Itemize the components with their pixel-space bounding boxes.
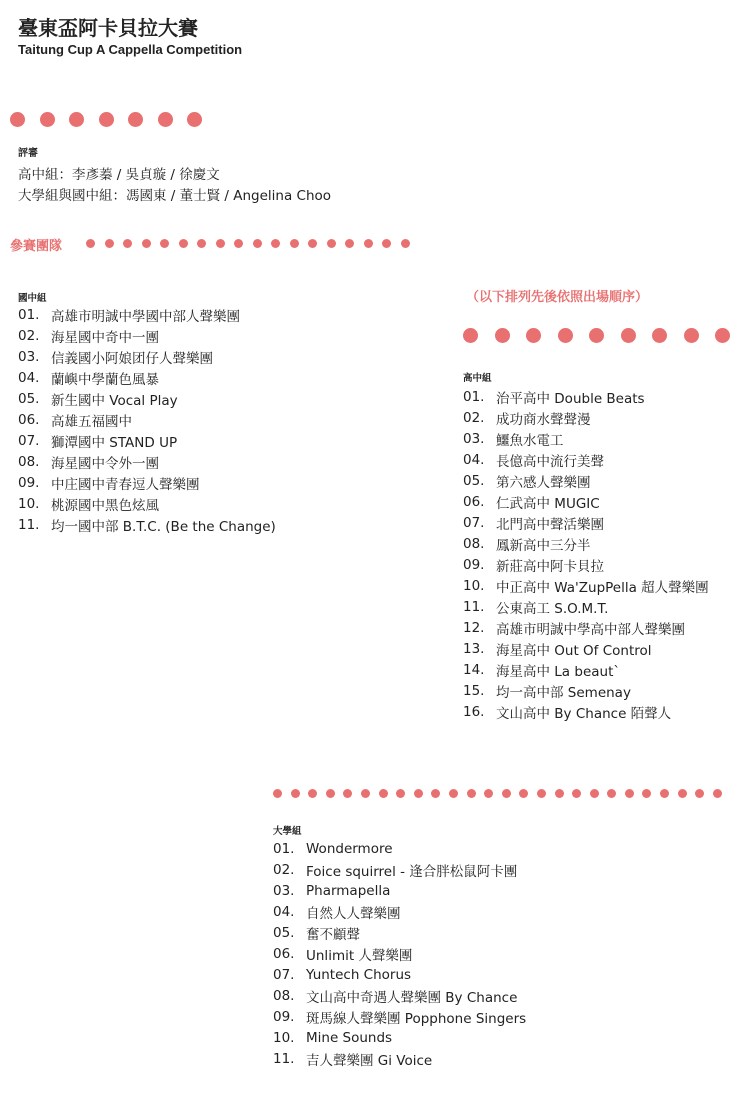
divider-dot [271, 239, 280, 248]
team-item [18, 346, 276, 367]
divider-dot [558, 328, 573, 343]
divider-dot [660, 789, 669, 798]
team-item [273, 1006, 526, 1027]
team-item [18, 304, 276, 325]
team-item [463, 491, 709, 512]
divider-dot [713, 789, 722, 798]
page-title: 臺東盃阿卡貝拉大賽 [18, 16, 198, 40]
team-number: 02. [463, 409, 485, 426]
judges-names: 馮國東 / 董士賢 / Angelina Choo [126, 188, 332, 204]
team-name: 均一高中部 Semenay [496, 684, 631, 701]
divider-dot [414, 789, 423, 798]
divider-dot [463, 328, 478, 343]
team-number: 13. [463, 640, 485, 657]
team-number: 02. [273, 861, 295, 878]
team-name: 鱷魚水電工 [496, 432, 564, 449]
divider-dot [308, 789, 317, 798]
judges-names: 李彥蓁 / 吳貞璇 / 徐慶文 [72, 167, 220, 183]
team-name: 仁武高中 MUGIC [496, 495, 600, 512]
team-name: 文山高中奇遇人聲樂團 By Chance [306, 989, 518, 1006]
team-name: Mine Sounds [306, 1029, 393, 1046]
team-name: 治平高中 Double Beats [496, 390, 645, 407]
team-item [273, 985, 526, 1006]
team-item [273, 1027, 526, 1048]
divider-dot [123, 239, 132, 248]
team-name: Yuntech Chorus [306, 966, 412, 983]
team-number: 06. [18, 411, 40, 428]
team-number: 11. [463, 598, 485, 615]
team-name: 長億高中流行美聲 [496, 453, 604, 470]
junior-high-heading: 國中組 [18, 293, 47, 304]
team-name: 新莊高中阿卡貝拉 [496, 558, 604, 575]
team-item [18, 325, 276, 346]
team-number: 04. [18, 369, 40, 386]
team-name: 高雄市明誠中學國中部人聲樂團 [51, 308, 240, 325]
team-item [463, 701, 709, 722]
judges-line-university [18, 184, 331, 204]
dot-divider-university [273, 789, 722, 798]
team-name: 奮不顧聲 [306, 926, 360, 943]
team-number: 03. [18, 348, 40, 365]
divider-dot [555, 789, 564, 798]
team-number: 08. [18, 453, 40, 470]
team-number: 03. [273, 882, 295, 899]
divider-dot [99, 112, 114, 127]
team-number: 01. [273, 840, 295, 857]
team-item [273, 922, 526, 943]
team-name: 成功商水聲聲漫 [496, 411, 591, 428]
divider-dot [361, 789, 370, 798]
judges-line-high-school [18, 163, 220, 183]
team-item [463, 512, 709, 533]
team-item [463, 596, 709, 617]
team-name: 文山高中 By Chance 陌聲人 [496, 705, 672, 722]
team-item [18, 409, 276, 430]
divider-dot [158, 112, 173, 127]
teams-heading: 參賽團隊 [10, 239, 63, 254]
divider-dot [273, 789, 282, 798]
team-name: 海星國中奇中一團 [51, 329, 159, 346]
divider-dot [537, 789, 546, 798]
divider-dot [678, 789, 687, 798]
team-number: 11. [18, 516, 40, 533]
team-number: 16. [463, 703, 485, 720]
divider-dot [684, 328, 699, 343]
team-name: Unlimit 人聲樂團 [306, 947, 413, 964]
divider-dot [326, 789, 335, 798]
team-item [463, 533, 709, 554]
team-item [463, 449, 709, 470]
team-number: 10. [463, 577, 485, 594]
divider-dot [86, 239, 95, 248]
divider-dot [449, 789, 458, 798]
divider-dot [495, 328, 510, 343]
team-item [273, 880, 526, 901]
team-name: Pharmapella [306, 882, 391, 899]
team-name: 自然人人聲樂團 [306, 905, 401, 922]
team-item [273, 901, 526, 922]
divider-dot [345, 239, 354, 248]
team-item [273, 943, 526, 964]
team-number: 10. [18, 495, 40, 512]
team-item [463, 617, 709, 638]
judges-heading: 評審 [18, 148, 38, 159]
dot-divider-top [10, 112, 202, 127]
team-name: 中庄國中青春逗人聲樂團 [51, 476, 200, 493]
team-item [463, 407, 709, 428]
team-name: 斑馬線人聲樂團 Popphone Singers [306, 1010, 527, 1027]
team-name: 海星高中 La beaut` [496, 663, 621, 680]
team-item [463, 638, 709, 659]
divider-dot [364, 239, 373, 248]
divider-dot [401, 239, 410, 248]
divider-dot [396, 789, 405, 798]
team-number: 11. [273, 1050, 295, 1067]
university-list [273, 838, 526, 1069]
order-note: （以下排列先後依照出場順序） [466, 290, 649, 305]
divider-dot [187, 112, 202, 127]
divider-dot [10, 112, 25, 127]
divider-dot [216, 239, 225, 248]
divider-dot [589, 328, 604, 343]
team-item [18, 451, 276, 472]
team-number: 01. [463, 388, 485, 405]
team-name: 獅潭國中 STAND UP [51, 434, 178, 451]
team-item [18, 472, 276, 493]
team-item [18, 430, 276, 451]
divider-dot [621, 328, 636, 343]
team-item [463, 680, 709, 701]
team-number: 14. [463, 661, 485, 678]
team-number: 04. [463, 451, 485, 468]
divider-dot [327, 239, 336, 248]
divider-dot [607, 789, 616, 798]
team-name: 鳳新高中三分半 [496, 537, 591, 554]
team-name: 公東高工 S.O.M.T. [496, 600, 609, 617]
divider-dot [652, 328, 667, 343]
divider-dot [343, 789, 352, 798]
team-number: 05. [463, 472, 485, 489]
divider-dot [379, 789, 388, 798]
divider-dot [291, 789, 300, 798]
team-number: 06. [463, 493, 485, 510]
team-number: 02. [18, 327, 40, 344]
divider-dot [160, 239, 169, 248]
team-name: Foice squirrel - 逢合胖松鼠阿卡團 [306, 863, 518, 880]
judges-label: 大學組與國中組： [18, 188, 126, 204]
team-number: 05. [18, 390, 40, 407]
team-name: 中正高中 Wa'ZupPella 超人聲樂團 [496, 579, 709, 596]
senior-high-heading: 高中組 [463, 373, 492, 384]
divider-dot [290, 239, 299, 248]
team-name: 海星高中 Out Of Control [496, 642, 652, 659]
team-name: 高雄市明誠中學高中部人聲樂團 [496, 621, 685, 638]
team-name: 吉人聲樂團 Gi Voice [306, 1052, 433, 1069]
team-item [18, 367, 276, 388]
team-number: 07. [18, 432, 40, 449]
team-number: 05. [273, 924, 295, 941]
divider-dot [431, 789, 440, 798]
team-name: 桃源國中黑色炫風 [51, 497, 159, 514]
divider-dot [715, 328, 730, 343]
divider-dot [572, 789, 581, 798]
team-number: 08. [463, 535, 485, 552]
team-name: 第六感人聲樂團 [496, 474, 591, 491]
team-item [18, 493, 276, 514]
team-item [273, 1048, 526, 1069]
team-number: 04. [273, 903, 295, 920]
dot-divider-high-school [463, 328, 730, 343]
team-item [463, 428, 709, 449]
team-item [463, 386, 709, 407]
team-number: 06. [273, 945, 295, 962]
team-item [463, 554, 709, 575]
team-number: 03. [463, 430, 485, 447]
team-item [463, 470, 709, 491]
team-item [273, 859, 526, 880]
university-heading: 大學組 [273, 826, 302, 837]
team-item [273, 964, 526, 985]
team-name: 北門高中聲活樂團 [496, 516, 604, 533]
team-item [273, 838, 526, 859]
team-number: 09. [273, 1008, 295, 1025]
team-number: 15. [463, 682, 485, 699]
judges-label: 高中組： [18, 167, 72, 183]
divider-dot [308, 239, 317, 248]
divider-dot [234, 239, 243, 248]
team-name: 信義國小阿娘团仔人聲樂團 [51, 350, 213, 367]
dot-divider-teams [86, 239, 410, 248]
divider-dot [695, 789, 704, 798]
team-number: 09. [463, 556, 485, 573]
divider-dot [590, 789, 599, 798]
divider-dot [40, 112, 55, 127]
team-number: 10. [273, 1029, 295, 1046]
divider-dot [69, 112, 84, 127]
team-number: 01. [18, 306, 40, 323]
divider-dot [179, 239, 188, 248]
team-item [463, 575, 709, 596]
team-number: 07. [463, 514, 485, 531]
team-number: 07. [273, 966, 295, 983]
divider-dot [642, 789, 651, 798]
team-name: Wondermore [306, 840, 393, 857]
divider-dot [484, 789, 493, 798]
team-name: 高雄五福國中 [51, 413, 132, 430]
divider-dot [526, 328, 541, 343]
divider-dot [467, 789, 476, 798]
team-number: 12. [463, 619, 485, 636]
divider-dot [382, 239, 391, 248]
team-number: 09. [18, 474, 40, 491]
divider-dot [128, 112, 143, 127]
page-subtitle: Taitung Cup A Cappella Competition [18, 42, 243, 57]
divider-dot [502, 789, 511, 798]
divider-dot [142, 239, 151, 248]
team-item [18, 388, 276, 409]
divider-dot [197, 239, 206, 248]
team-item [18, 514, 276, 535]
divider-dot [253, 239, 262, 248]
team-name: 新生國中 Vocal Play [51, 392, 178, 409]
junior-high-list [18, 304, 276, 535]
team-name: 蘭嶼中學蘭色風暴 [51, 371, 159, 388]
divider-dot [105, 239, 114, 248]
senior-high-list [463, 386, 709, 722]
team-name: 海星國中令外一團 [51, 455, 159, 472]
divider-dot [625, 789, 634, 798]
team-item [463, 659, 709, 680]
team-number: 08. [273, 987, 295, 1004]
divider-dot [519, 789, 528, 798]
team-name: 均一國中部 B.T.C. (Be the Change) [51, 518, 276, 535]
